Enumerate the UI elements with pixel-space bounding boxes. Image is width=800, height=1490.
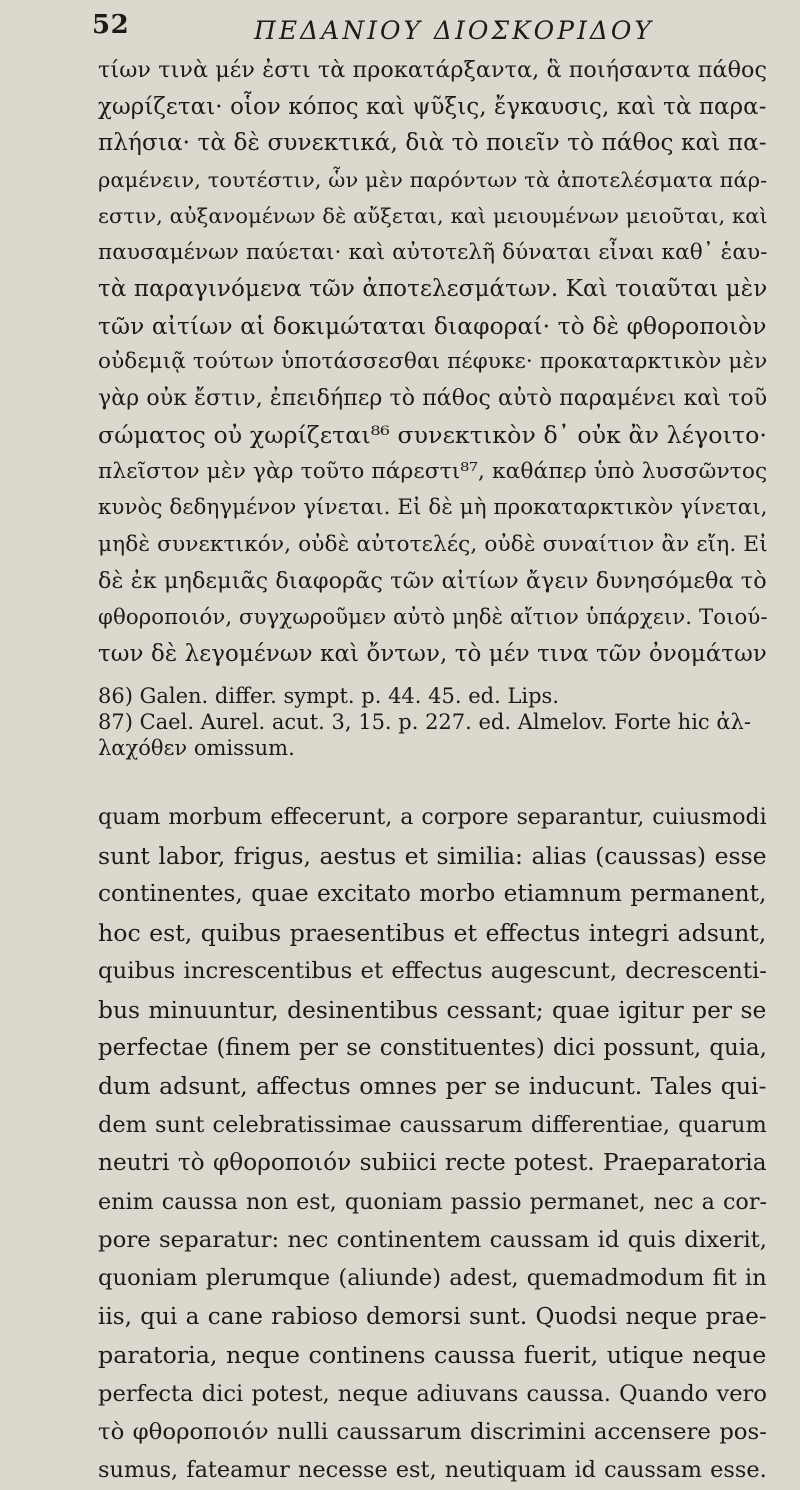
greek-line: ραμένειν, τουτέστιν, ὧν μὲν παρόντων τὰ ἀποτελέσματα πάρ- bbox=[98, 167, 768, 192]
latin-line: quibus increscentibus et effectus augescunt, decrescenti- bbox=[98, 958, 767, 985]
greek-line: σώματος οὐ χωρίζεται⁸⁶ συνεκτικὸν δ᾿ οὐκ ἂν λέγοιτο· bbox=[98, 421, 768, 449]
greek-line: κυνὸς δεδηγμένον γίνεται. Εἰ δὲ μὴ προκαταρκτικὸν γίνεται, bbox=[98, 495, 768, 520]
footnote-87-continued: λαχόθεν omissum. bbox=[98, 735, 295, 760]
running-head bbox=[92, 6, 770, 50]
latin-line: sunt labor, frigus, aestus et similia: alias (caussas) esse bbox=[98, 841, 767, 870]
latin-line: dem sunt celebratissimae caussarum differentiae, quarum bbox=[98, 1111, 767, 1138]
footnotes bbox=[98, 683, 770, 761]
page-number: 52 bbox=[92, 10, 130, 40]
latin-line: pore separatur: nec continentem caussam id quis dixerit, bbox=[98, 1226, 768, 1253]
greek-line: δὲ ἐκ μηδεμιᾶς διαφορᾶς τῶν αἰτίων ἄγειν δυνησόμεθα τὸ bbox=[98, 568, 767, 594]
greek-line: πλεῖστον μὲν γὰρ τοῦτο πάρεστι⁸⁷, καθάπερ ὑπὸ λυσσῶντος bbox=[98, 458, 768, 484]
greek-line: μηδὲ συνεκτικόν, οὐδὲ αὐτοτελές, οὐδὲ συναίτιον ἂν εἴη. Εἰ bbox=[98, 531, 768, 557]
greek-line: εστιν, αὐξανομένων δὲ αὔξεται, καὶ μειουμένων μειοῦται, καὶ bbox=[98, 204, 768, 228]
latin-line: quam morbum effecerunt, a corpore separantur, cuiusmodi bbox=[98, 804, 767, 830]
latin-line: bus minuuntur, desinentibus cessant; quae igitur per se bbox=[98, 995, 767, 1024]
latin-line: sumus, fateamur necesse est, neutiquam id caussam esse. bbox=[98, 1457, 767, 1484]
latin-line: enim caussa non est, quoniam passio permanet, nec a cor- bbox=[98, 1188, 767, 1215]
latin-line: continentes, quae excitato morbo etiamnum permanent, bbox=[98, 880, 767, 908]
latin-line: quoniam plerumque (aliunde) adest, quemadmodum fit in bbox=[98, 1265, 767, 1292]
greek-line: τίων τινὰ μέν ἐστι τὰ προκατάρξαντα, ἃ ποιήσαντα πάθος bbox=[98, 57, 768, 83]
latin-line: dum adsunt, affectus omnes per se inducunt. Tales qui- bbox=[98, 1072, 767, 1101]
running-title: ΠΕΔΑΝΙΟΥ ΔΙΟΣΚΟΡΙΔΟΥ bbox=[254, 16, 654, 45]
greek-line: φθοροποιόν, συγχωροῦμεν αὐτὸ μηδὲ αἴτιον ὑπάρχειν. Τοιού- bbox=[98, 604, 768, 630]
greek-line: τὰ παραγινόμενα τῶν ἀποτελεσμάτων. Καὶ τοιαῦται μὲν bbox=[98, 276, 768, 302]
latin-line: perfecta dici potest, neque adiuvans caussa. Quando vero bbox=[98, 1380, 767, 1407]
greek-text bbox=[98, 52, 770, 673]
greek-line: οὐδεμιᾷ τούτων ὑποτάσσεσθαι πέφυκε· προκαταρκτικὸν μὲν bbox=[98, 349, 768, 374]
latin-line: hoc est, quibus praesentibus et effectus integri adsunt, bbox=[98, 918, 767, 947]
footnote-86: 86) Galen. differ. sympt. p. 44. 45. ed. Lips. bbox=[98, 683, 559, 708]
greek-line: γὰρ οὐκ ἔστιν, ἐπειδήπερ τὸ πάθος αὐτὸ παραμένει καὶ τοῦ bbox=[98, 385, 768, 411]
greek-line: χωρίζεται· οἷον κόπος καὶ ψῦξις, ἔγκαυσις, καὶ τὰ παρα- bbox=[98, 93, 767, 120]
latin-line: perfectae (finem per se constituentes) dici possunt, quia, bbox=[98, 1034, 767, 1061]
latin-line: neutri τὸ φθοροποιόν subiici recte potest. Praeparatoria bbox=[98, 1149, 767, 1177]
greek-line: των δὲ λεγομένων καὶ ὄντων, τὸ μέν τινα τῶν ὀνομάτων bbox=[98, 641, 767, 667]
latin-line: paratoria, neque continens caussa fuerit, utique neque bbox=[98, 1341, 767, 1370]
latin-line: iis, qui a cane rabioso demorsi sunt. Quodsi neque prae- bbox=[98, 1303, 767, 1330]
latin-translation bbox=[98, 799, 770, 1490]
footnote-87: 87) Cael. Aurel. acut. 3, 15. p. 227. ed. Almelov. Forte hic ἀλ- bbox=[98, 709, 751, 734]
greek-line: τῶν αἰτίων αἱ δοκιμώταται διαφοραί· τὸ δὲ φθοροποιὸν bbox=[98, 311, 767, 340]
greek-line: πλήσια· τὰ δὲ συνεκτικά, διὰ τὸ ποιεῖν τὸ πάθος καὶ πα- bbox=[98, 130, 767, 156]
greek-line: παυσαμένων παύεται· καὶ αὐτοτελῆ δύναται εἶναι καθ᾿ ἑαυ- bbox=[98, 239, 768, 265]
latin-line: τὸ φθοροποιόν nulli caussarum discrimini accensere pos- bbox=[98, 1419, 767, 1445]
